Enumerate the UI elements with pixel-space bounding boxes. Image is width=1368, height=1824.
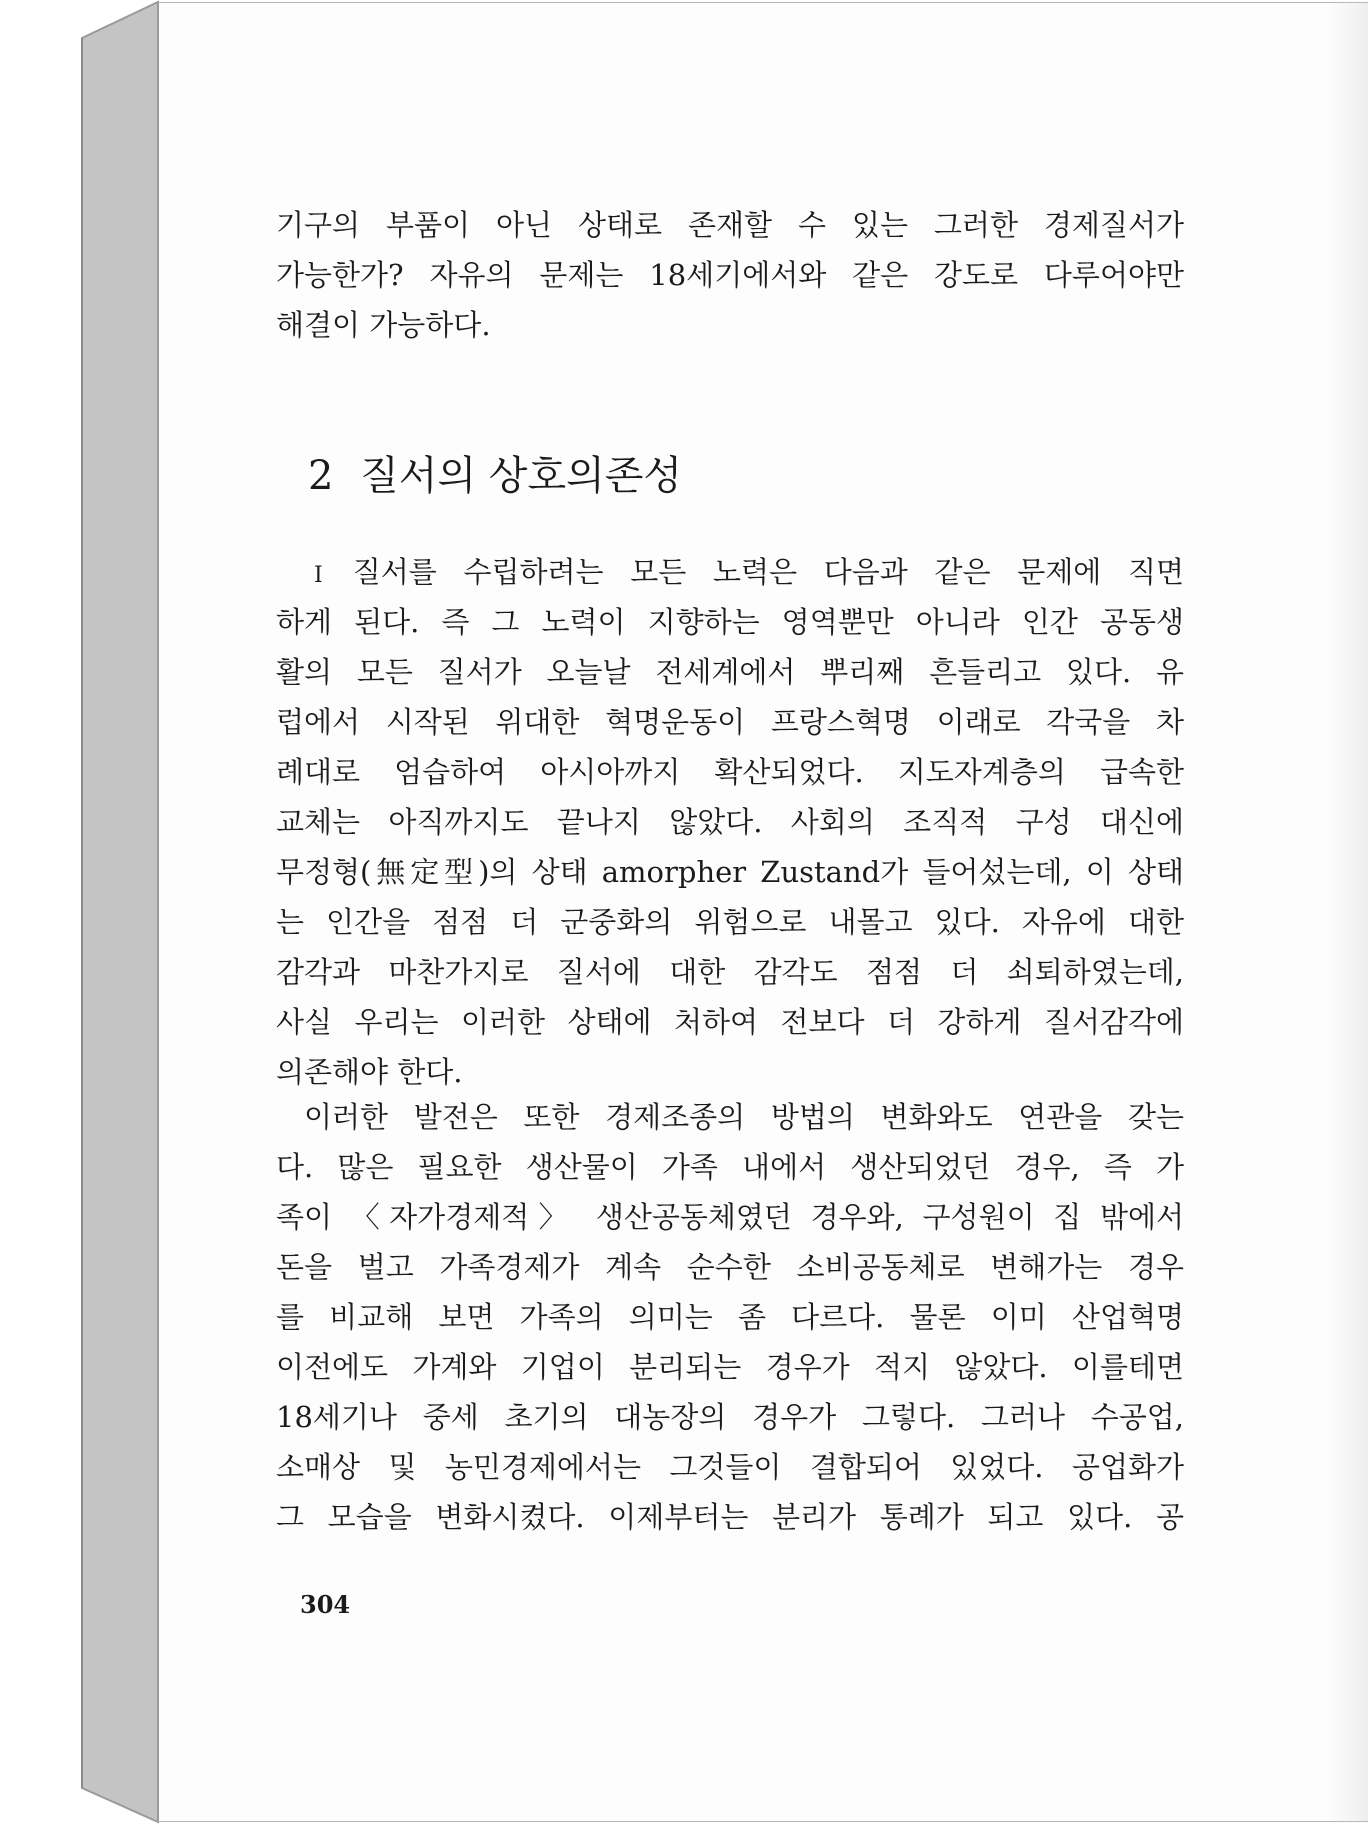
text-line bbox=[276, 547, 1184, 597]
paragraph-1 bbox=[276, 547, 1184, 1097]
text-line: 18세기나 중세 초기의 대농장의 경우가 그렇다. 그러나 수공업, bbox=[276, 1400, 1184, 1434]
text-line: 하게 된다. 즉 그 노력이 지향하는 영역뿐만 아니라 인간 공동생 bbox=[276, 605, 1184, 639]
text-line: 무정형(無定型)의 상태 amorpher Zustand가 들어섰는데, 이 상태 bbox=[276, 855, 1184, 889]
text-line: 를 비교해 보면 가족의 의미는 좀 다르다. 물론 이미 산업혁명 bbox=[276, 1300, 1184, 1334]
text-line: 교체는 아직까지도 끝나지 않았다. 사회의 조직적 구성 대신에 bbox=[276, 805, 1184, 839]
text-line: 해결이 가능하다. bbox=[276, 308, 491, 342]
text-line: 가능한가? 자유의 문제는 18세기에서와 같은 강도로 다루어야만 bbox=[276, 258, 1184, 292]
text-line: 이러한 발전은 또한 경제조종의 방법의 변화와도 연관을 갖는 bbox=[304, 1100, 1184, 1134]
text-line: 례대로 엄습하여 아시아까지 확산되었다. 지도자계층의 급속한 bbox=[276, 755, 1184, 789]
paragraph-number: I bbox=[314, 563, 323, 588]
text-line: 그 모습을 변화시켰다. 이제부터는 분리가 통례가 되고 있다. 공 bbox=[276, 1500, 1184, 1534]
section-title: 질서의 상호의존성 bbox=[360, 453, 683, 499]
text-line: 사실 우리는 이러한 상태에 처하여 전보다 더 강하게 질서감각에 bbox=[276, 1005, 1184, 1039]
page-edge-shadow bbox=[1328, 3, 1368, 1821]
intro-paragraph bbox=[276, 200, 1184, 350]
section-number: 2 bbox=[308, 453, 334, 499]
page-number: 304 bbox=[300, 1590, 351, 1619]
paragraph-2 bbox=[276, 1092, 1184, 1542]
text-line: 의존해야 한다. bbox=[276, 1055, 463, 1089]
section-heading bbox=[308, 444, 682, 501]
text-line: 활의 모든 질서가 오늘날 전세계에서 뿌리째 흔들리고 있다. 유 bbox=[276, 655, 1184, 689]
text-line: 소매상 및 농민경제에서는 그것들이 결합되어 있었다. 공업화가 bbox=[276, 1450, 1184, 1484]
text-line: 감각과 마찬가지로 질서에 대한 감각도 점점 더 쇠퇴하였는데, bbox=[276, 955, 1184, 989]
text-line: 다. 많은 필요한 생산물이 가족 내에서 생산되었던 경우, 즉 가 bbox=[276, 1150, 1184, 1184]
text-line: 럽에서 시작된 위대한 혁명운동이 프랑스혁명 이래로 각국을 차 bbox=[276, 705, 1184, 739]
text-line: 기구의 부품이 아닌 상태로 존재할 수 있는 그러한 경제질서가 bbox=[276, 208, 1184, 242]
paragraph-first-line: 질서를 수립하려는 모든 노력은 다음과 같은 문제에 직면 bbox=[352, 555, 1184, 589]
text-line: 는 인간을 점점 더 군중화의 위험으로 내몰고 있다. 자유에 대한 bbox=[276, 905, 1184, 939]
text-line: 이전에도 가계와 기업이 분리되는 경우가 적지 않았다. 이를테면 bbox=[276, 1350, 1184, 1384]
text-line: 돈을 벌고 가족경제가 계속 순수한 소비공동체로 변해가는 경우 bbox=[276, 1250, 1184, 1284]
text-line: 족이 〈자가경제적〉 생산공동체였던 경우와, 구성원이 집 밖에서 bbox=[276, 1200, 1184, 1234]
